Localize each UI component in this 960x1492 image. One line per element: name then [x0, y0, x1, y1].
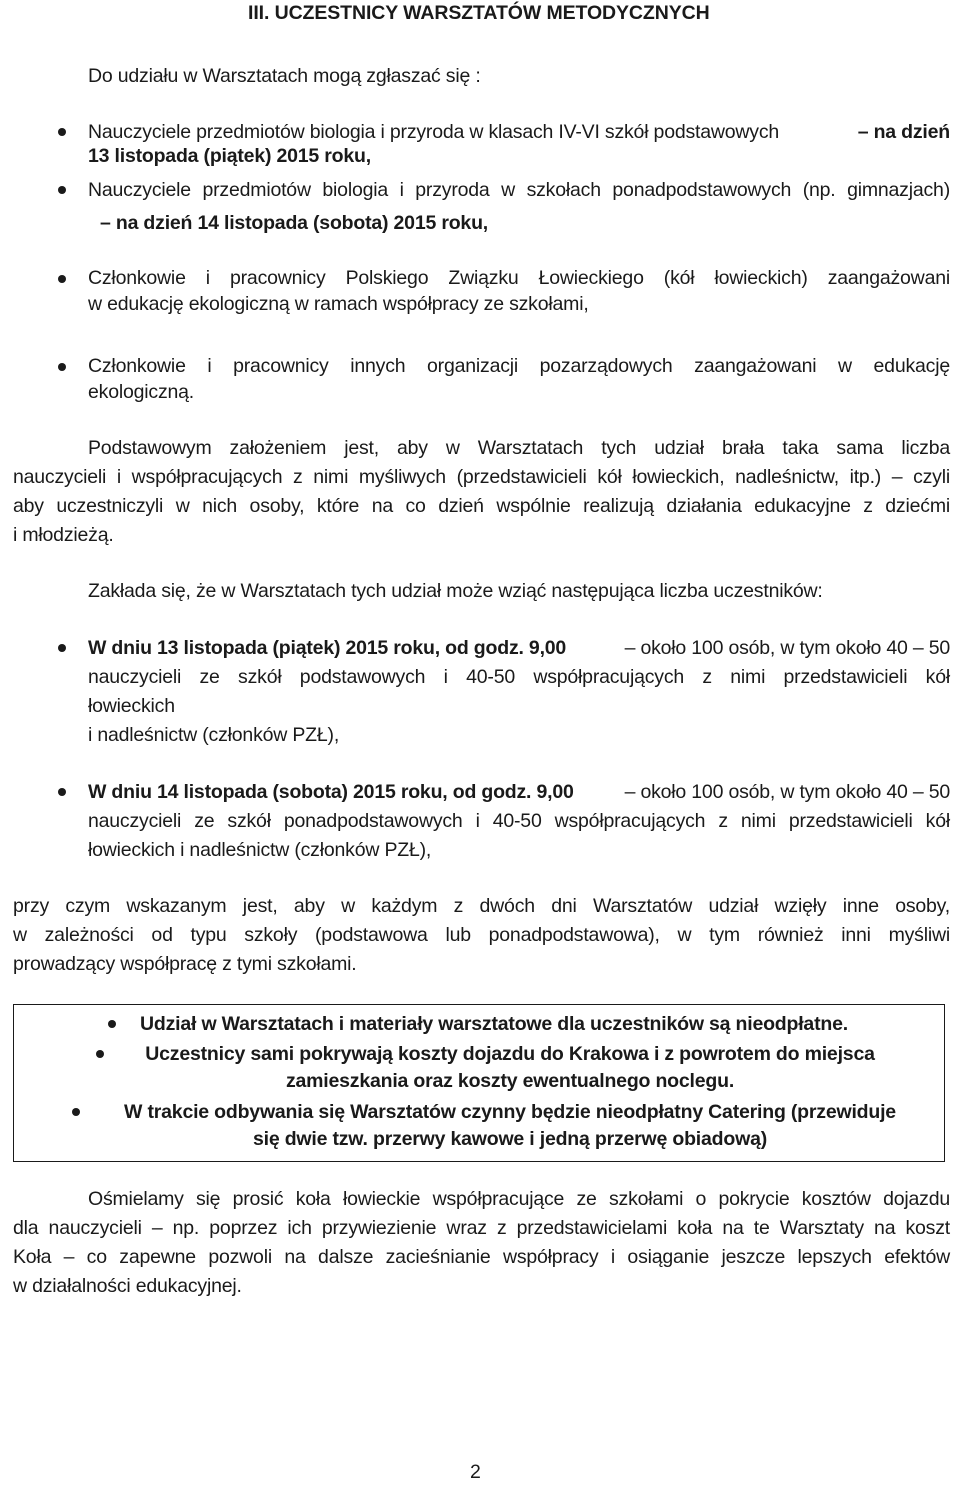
list-item-ngo-members: Członkowie i pracownicy innych organizacji pozarządowych zaangażowani w edukację	[88, 355, 950, 377]
paragraph-line: nauczycieli i współpracujących z nimi myśliwych (przedstawicieli kół łowieckich, nadleśnictw, itp.) – czyli	[13, 466, 950, 488]
list-item-continuation: łowieckich i nadleśnictw (członków PZŁ),	[88, 839, 432, 861]
notice-catering-continuation: się dwie tzw. przerwy kawowe i jedną przerwę obiadową)	[252, 1128, 768, 1150]
list-item-continuation: łowieckich	[88, 695, 175, 717]
bullet-icon	[58, 363, 66, 371]
list-item-pzl-members: Członkowie i pracownicy Polskiego Związku Łowieckiego (kół łowieckich) zaangażowani	[88, 267, 950, 289]
paragraph-line: i młodzieżą.	[13, 524, 114, 546]
paragraph-line: prowadzący współpracę z tymi szkołami.	[13, 953, 357, 975]
paragraph-line: aby uczestniczyli w nich osoby, które na co dzień wspólnie realizują działania edukacyjne z dziećmi	[13, 495, 950, 517]
bullet-icon	[58, 644, 66, 652]
bullet-icon	[58, 788, 66, 796]
paragraph-line: Ośmielamy się prosić koła łowieckie współpracujące ze szkołami o pokrycie kosztów dojazdu	[88, 1188, 950, 1210]
bullet-icon	[96, 1050, 104, 1058]
list-item-date: 13 listopada (piątek) 2015 roku,	[88, 145, 371, 167]
date-prefix: – na dzień	[857, 121, 950, 143]
paragraph-line: przy czym wskazanym jest, aby w każdym z dwóch dni Warsztatów udział wzięły inne osoby,	[13, 895, 950, 917]
list-item-day2: W dniu 14 listopada (sobota) 2015 roku, od godz. 9,00 – około 100 osób, w tym około 40 – 50	[88, 781, 950, 803]
list-item-continuation: nauczycieli ze szkół ponadpodstawowych i 40-50 współpracujących z nimi przedstawicieli kół	[88, 810, 950, 832]
list-item-teachers-primary: Nauczyciele przedmiotów biologia i przyroda w klasach IV-VI szkół podstawowych – na dzień	[88, 121, 950, 143]
bullet-icon	[72, 1108, 80, 1116]
notice-travel-continuation: zamieszkania oraz koszty ewentualnego noclegu.	[285, 1070, 735, 1092]
paragraph-line: Zakłada się, że w Warsztatach tych udział może wziąć następująca liczba uczestników:	[88, 580, 823, 602]
list-item-continuation: nauczycieli ze szkół podstawowych i 40-50 współpracujących z nimi przedstawicieli kół	[88, 666, 950, 688]
list-item-continuation: ekologiczną.	[88, 381, 195, 403]
list-item-day1: W dniu 13 listopada (piątek) 2015 roku, od godz. 9,00 – około 100 osób, w tym około 40 – 50	[88, 637, 950, 659]
list-item-teachers-secondary: Nauczyciele przedmiotów biologia i przyroda w szkołach ponadpodstawowych (np. gimnazjach)	[88, 179, 950, 201]
list-item-continuation: w edukację ekologiczną w ramach współpracy ze szkołami,	[88, 293, 589, 315]
list-item-date: – na dzień 14 listopada (sobota) 2015 roku,	[100, 212, 489, 234]
list-item-continuation: i nadleśnictw (członków PZŁ),	[88, 724, 340, 746]
paragraph-line: w zależności od typu szkoły (podstawowa lub ponadpodstawowa), w tym również inni myśliwi	[13, 924, 950, 946]
notice-free: Udział w Warsztatach i materiały warsztatowe dla uczestników są nieodpłatne.	[140, 1013, 848, 1035]
paragraph-line: w działalności edukacyjnej.	[13, 1275, 242, 1297]
page-number: 2	[470, 1461, 481, 1483]
bullet-icon	[108, 1020, 116, 1028]
bullet-icon	[58, 128, 66, 136]
section-heading: III. UCZESTNICY WARSZTATÓW METODYCZNYCH	[248, 2, 710, 24]
intro-text: Do udziału w Warsztatach mogą zgłaszać się :	[88, 65, 481, 87]
bullet-icon	[58, 186, 66, 194]
bullet-icon	[58, 275, 66, 283]
paragraph-line: Podstawowym założeniem jest, aby w Warsztatach tych udział brała taka sama liczba	[88, 437, 950, 459]
notice-catering: W trakcie odbywania się Warsztatów czynny będzie nieodpłatny Catering (przewiduje	[124, 1101, 896, 1123]
notice-travel: Uczestnicy sami pokrywają koszty dojazdu do Krakowa i z powrotem do miejsca	[145, 1043, 875, 1065]
paragraph-line: dla nauczycieli – np. poprzez ich przywiezienie wraz z przedstawicielami koła na te Warsztaty na koszt	[13, 1217, 950, 1239]
paragraph-line: Koła – co zapewne pozwoli na dalsze zacieśnianie współpracy i osiąganie jeszcze lepszych efektów	[13, 1246, 950, 1268]
